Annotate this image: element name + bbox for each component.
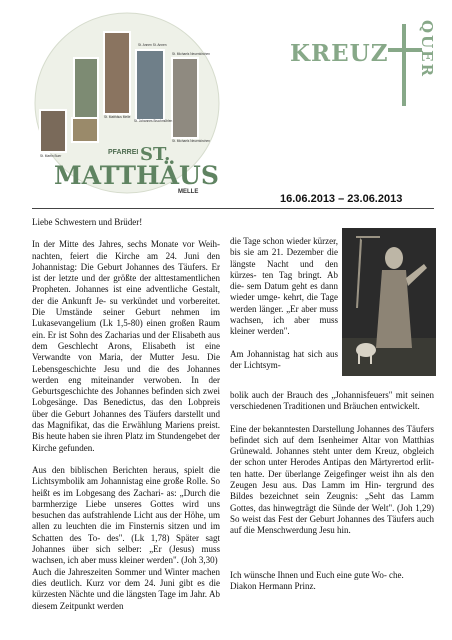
salutation: Liebe Schwestern und Brüder! (32, 217, 143, 227)
church-photo-4 (172, 58, 198, 138)
parish-logo (32, 10, 222, 196)
issue-date: 16.06.2013 – 23.06.2013 (280, 193, 403, 205)
chapel-label-5: St. Martin Buer (40, 154, 62, 158)
chapel-label-4: St. Annen St. Annen (138, 43, 167, 47)
church-photo-3 (136, 50, 164, 120)
church-photo-2 (104, 32, 130, 114)
church-photo-1 (74, 58, 98, 118)
cross-icon (402, 24, 406, 106)
article-column-1 (32, 217, 220, 623)
chapel-label-3: St. Michaels Neuenkirchen (172, 52, 210, 56)
masthead-kreuz: KREUZ (290, 40, 389, 67)
chapel-label-2: St. Matthäus Melle (104, 115, 131, 119)
paragraph: Eine der bekanntesten Darstellung Johannes des Täufers befindet sich auf dem Isenheimer Altar von Matthias Grünewald. Johannes steht unter dem Kreuz, obgleich der schon unter Herodes Antipas den Märtyrertod erlit- ten hatte. Der überlange Zeigefinger weist ihn als den Zeugen Jesu aus. Das Lamm im Hin- tergrund des Bildes bezeichnet sein Zeugnis: „Seht das Lamm Gottes, das hinwegträgt die Sünde der Welt". (Joh 1,29) So weist das Fest der Geburt Johannes des Täufers auch auf die Menschwerdung Jesu hin. (230, 423, 434, 536)
logo-pfarrei: PFARREI (108, 149, 139, 156)
article-column-2-top (230, 236, 338, 371)
chapel-label-1: St. Johannes Bruchmühlen (134, 119, 173, 123)
john-the-baptist-painting (342, 228, 436, 376)
logo-melle: MELLE (178, 189, 199, 195)
paragraph: bolik auch der Brauch des „Johannisfeuers" mit seinen verschiedenen Traditionen und Bräuchen entwickelt. (230, 390, 434, 412)
masthead-quer: QUER (418, 20, 436, 79)
signature: Diakon Hermann Prinz. (230, 580, 316, 591)
church-photo-6 (72, 118, 98, 142)
paragraph: In der Mitte des Jahres, sechs Monate vor Weih- nachten, feiert die Kirche am 24. Juni den Johannistag: Die Geburt Johannes des Täufers. Er ist der letzte und der größte der alttestamentlichen Propheten. Johannes ist eine adventliche Gestalt, der die Ankunft Je- su verkündet und vorbereitet. Die Umstände seiner Geburt nehmen im Lukasevangelium (Lk 1,5-80) einen großen Raum ein. Er ist Sohn des Zacharias und der Elisabeth aus dem Geschlecht Arons, Elisabeth ist eine Verwandte von Maria, der Mutter Jesu. Die Lebensgeschichte Jesu und die des Johannes werden eng miteinander verwoben. In der Geburtsgeschichte des Johannes befinden sich zwei Lobgesänge. Das Benedictus, das den Lobpreis über die Geburt Johannes des Täufers darstellt und das Magnifikat, das die Erwählung Mariens preist. Bis heute haben sie ihren Platz im Stundengebet der Kirche gefunden. (32, 239, 220, 453)
paragraph: Am Johannistag hat sich aus der Lichtsym- (230, 348, 338, 370)
logo-matthaeus: MATTHÄUS (54, 161, 219, 190)
paragraph: die Tage schon wieder kürzer, bis sie am 21. Dezember die längste Nacht und den kürzes- ten Tag bringt. Ab die- sem Datum geht es dann wieder umge- kehrt, die Tage werden länger. „Er aber muss wachsen, ich aber muss kleiner werden". (230, 236, 338, 337)
paragraph: Auch die Jahreszeiten Sommer und Winter machen dies deutlich. Kurz vor dem 24. Juni gibt es die kürzesten Nächte und die längsten Tage im Jahr. Ab diesem Zeitpunkt werden (32, 566, 220, 611)
chapel-label-6: St. Michaels Neuenkirchen (172, 139, 210, 143)
cross-icon-bar (388, 48, 422, 52)
article-column-2-bottom (230, 390, 434, 603)
divider (32, 208, 434, 209)
church-photo-5 (40, 110, 66, 152)
paragraph: Ich wünsche Ihnen und Euch eine gute Wo- che. (230, 569, 404, 580)
logo-st: ST. (140, 144, 171, 165)
paragraph: Aus den biblischen Berichten heraus, spielt die Lichtsymbolik am Johannistag eine große Rolle. So heißt es im Lobgesang des Zachari- as: „Durch die barmherzige Liebe unseres Gottes wird uns besuchen das aufstrahlende Licht aus der Höhe, um allen zu leuchten die im Finsternis sitzen und im Schatten des To- des". (Lk 1,78) Später sagt Johannes über sich selber: „Er (Jesus) muss wachsen, ich aber muss kleiner werden". (Joh 3,30) (32, 464, 220, 566)
